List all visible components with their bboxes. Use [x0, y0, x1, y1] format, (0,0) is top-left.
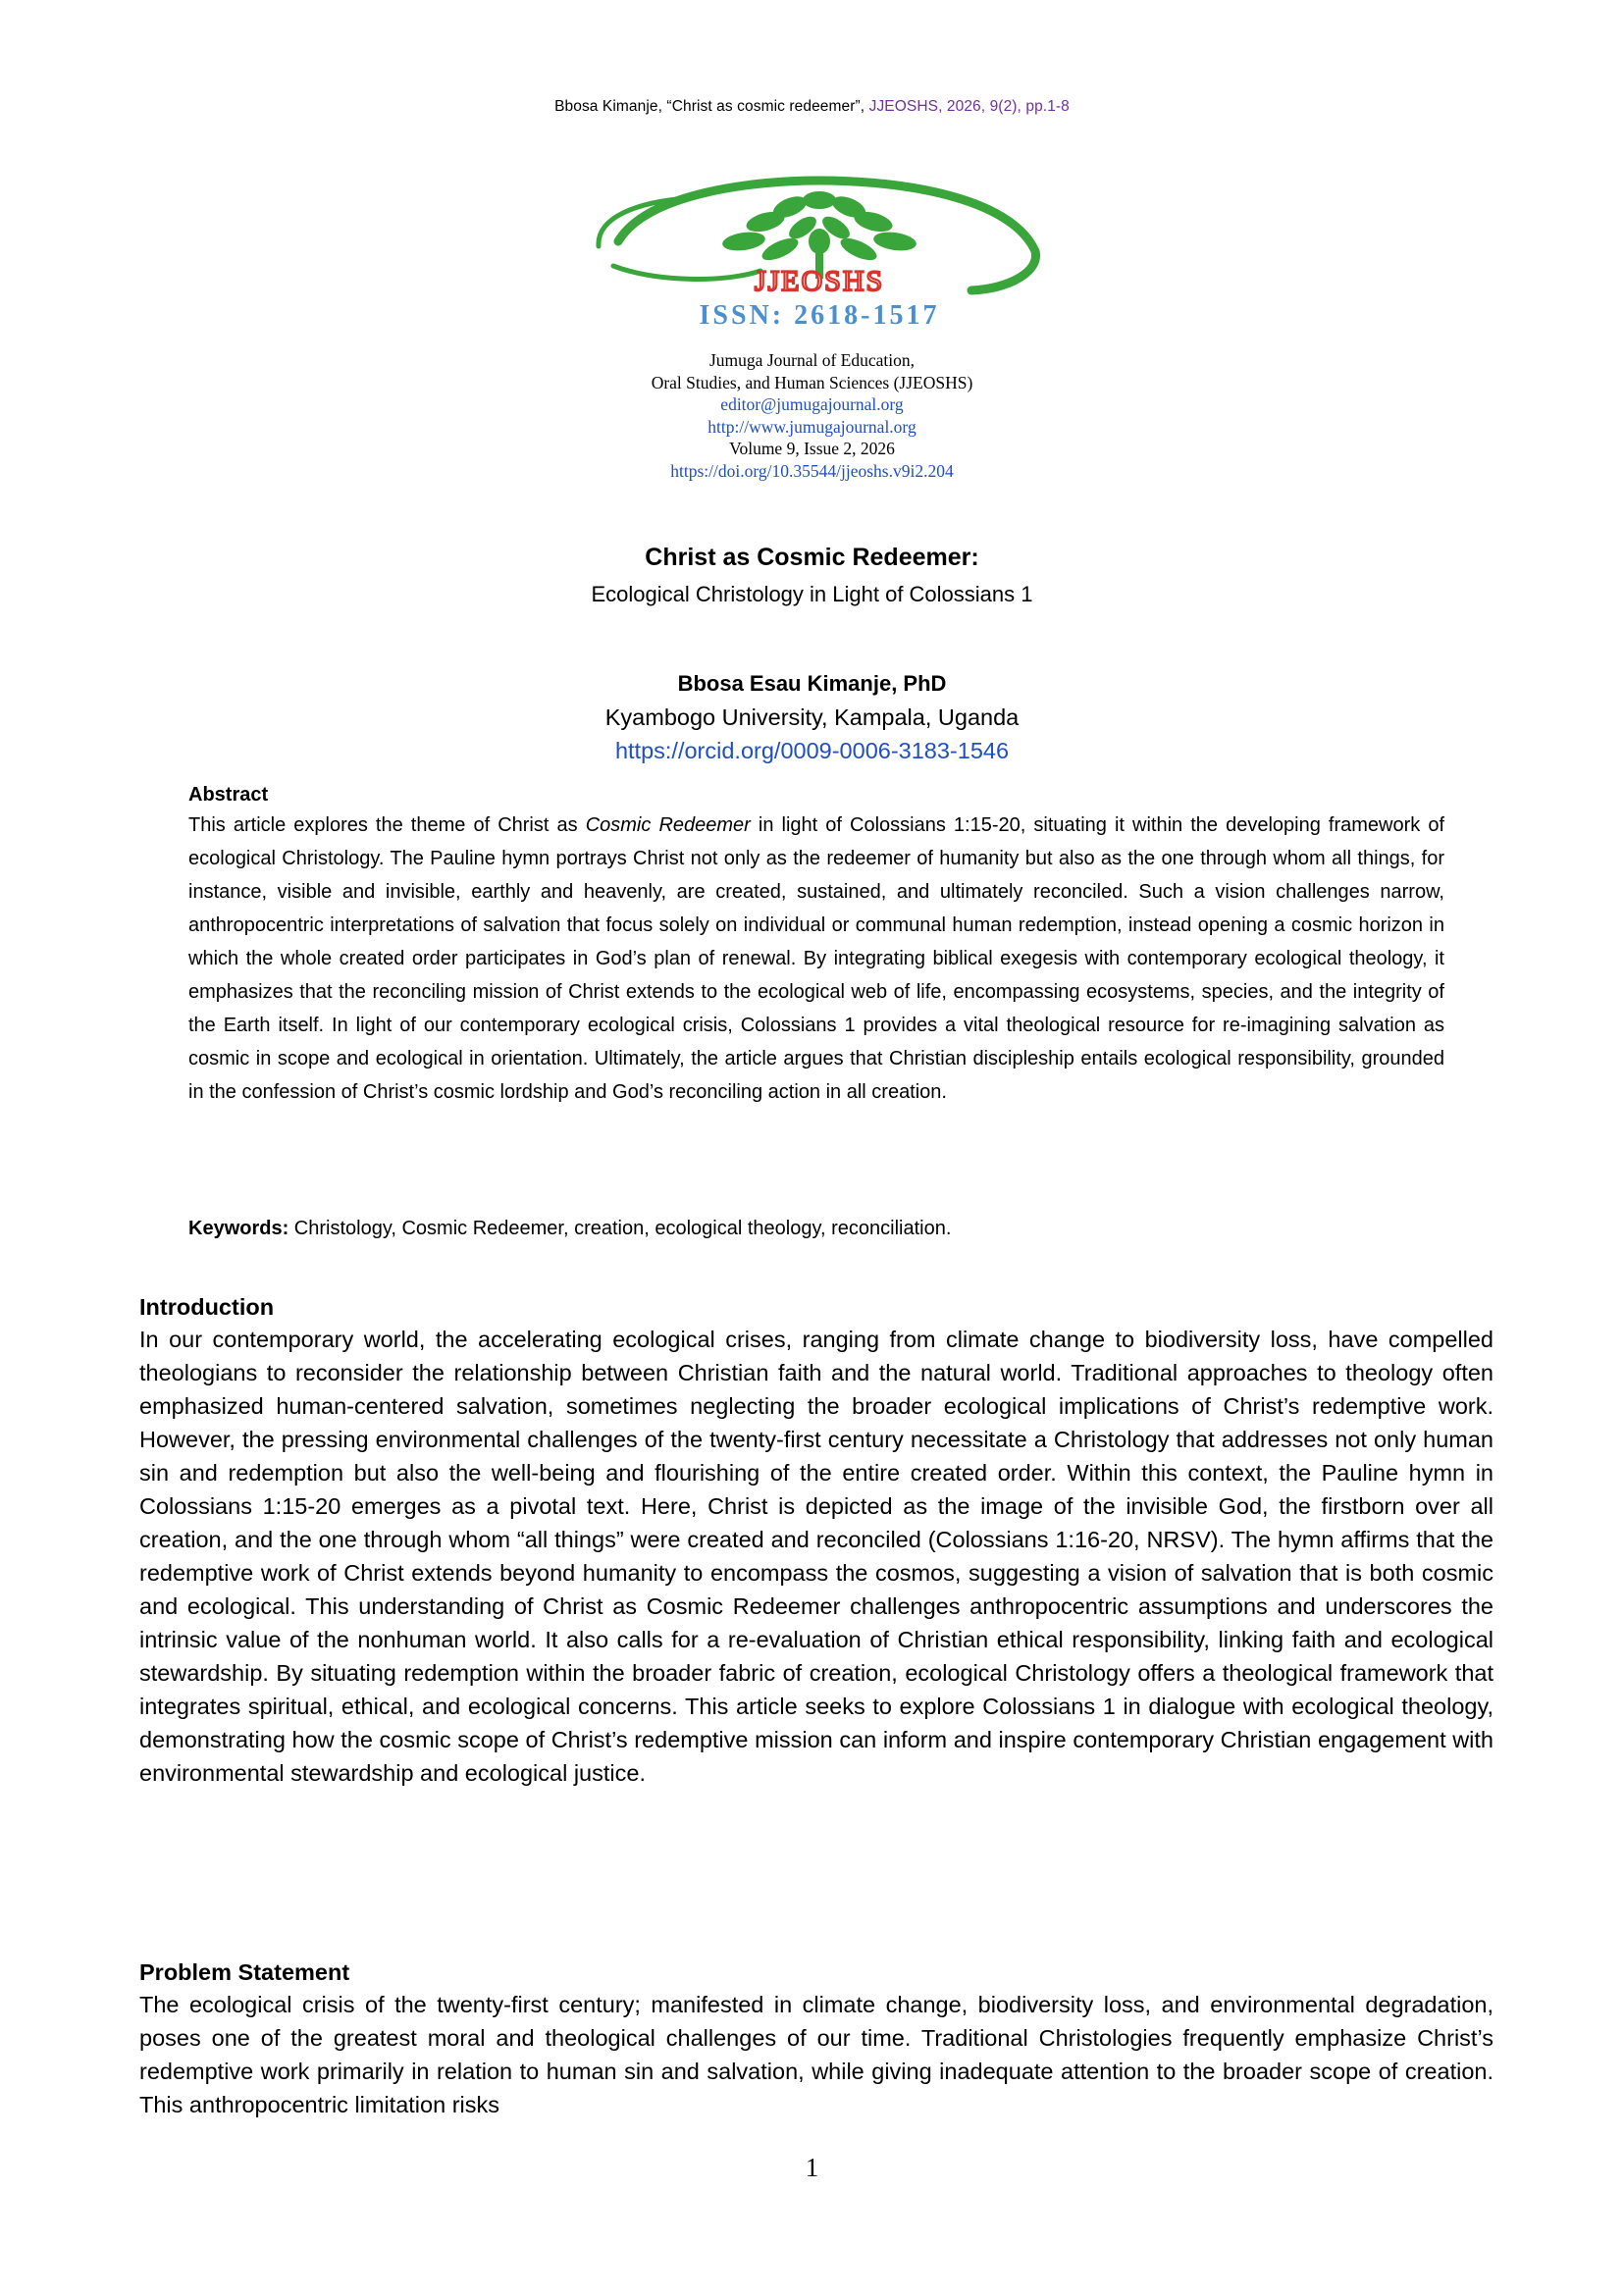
masthead-journal-name-line2: Oral Studies, and Human Sciences (JJEOSHS) [651, 372, 973, 392]
keywords-label: Keywords: [188, 1218, 289, 1239]
article-title: Christ as Cosmic Redeemer: [645, 544, 979, 571]
problem-statement-heading: Problem Statement [139, 1959, 350, 1985]
author-name: Bbosa Esau Kimanje, PhD [677, 671, 947, 696]
keywords [188, 1214, 1444, 1243]
running-header-journal: JJEOSHS, 2026, 9(2), pp.1-8 [868, 98, 1070, 115]
keywords-text: Christology, Cosmic Redeemer, creation, ecological theology, reconciliation. [288, 1218, 952, 1239]
abstract-heading: Abstract [188, 784, 269, 806]
problem-statement-section [139, 1956, 1493, 2121]
abstract-text [188, 808, 1444, 1109]
masthead-doi-link[interactable]: https://doi.org/10.35544/jjeoshs.v9i2.204 [670, 460, 954, 481]
author-affiliation: Kyambogo University, Kampala, Uganda [604, 704, 1020, 730]
title-block [0, 542, 1624, 610]
svg-text:ISSN: 2618-1517: ISSN: 2618-1517 [699, 300, 940, 330]
running-header [0, 98, 1624, 116]
introduction-text: In our contemporary world, the accelerating ecological crises, ranging from climate change to biodiversity loss, have compelled theologians to reconsider the relationship between Christian faith and the natural world. Traditional approaches to theology often emphasized human-centered salvation, sometimes neglecting the broader ecological implications of Christ’s redemptive work. However, the pressing environmental challenges of the twenty-first century necessitate a Christology that addresses not only human sin and redemption but also the well-being and flourishing of the entire created order. Within this context, the Pauline hymn in Colossians 1:15-20 emerges as a pivotal text. Here, Christ is depicted as the image of the invisible God, the firstborn over all creation, and the one through whom “all things” were created and reconciled (Colossians 1:16-20, NRSV). The hymn affirms that the redemptive work of Christ extends beyond humanity to encompass the cosmos, suggesting a vision of salvation that is both cosmic and ecological. This understanding of Christ as Cosmic Redeemer challenges anthropocentric assumptions and underscores the intrinsic value of the nonhuman world. It also calls for a re-evaluation of Christian ethical responsibility, linking faith and ecological stewardship. By situating redemption within the broader fabric of creation, ecological Christology offers a theological framework that integrates spiritual, ethical, and ecological concerns. This article seeks to explore Colossians 1 in dialogue with ecological theology, demonstrating how the cosmic scope of Christ’s redemptive mission can inform and inspire contemporary Christian engagement with environmental stewardship and ecological justice. [139, 1327, 1493, 1786]
abstract-emphasis: Cosmic Redeemer [585, 814, 751, 836]
svg-text:JJEOSHS: JJEOSHS [754, 265, 885, 297]
masthead-website-link[interactable]: http://www.jumugajournal.org [707, 416, 917, 437]
abstract-text-rest: in light of Colossians 1:15-20, situating it within the developing framework of ecological Christology. The Pauline hymn portrays Christ not only as the redeemer of humanity but also as the one through whom all things, for instance, visible and invisible, earthly and heavenly, are created, sustained, and ultimately reconciled. Such a vision challenges narrow, anthropocentric interpretations of salvation that focus solely on individual or communal human redemption, instead opening a cosmic horizon in which the whole created order participates in God’s plan of renewal. By integrating biblical exegesis with contemporary ecological theology, it emphasizes that the reconciling mission of Christ extends to the ecological web of life, encompassing ecosystems, species, and the integrity of the Earth itself. In light of our contemporary ecological crisis, Colossians 1 provides a vital theological resource for re-imagining salvation as cosmic in scope and ecological in orientation. Ultimately, the article argues that Christian discipleship entails ecological responsibility, grounded in the confession of Christ’s cosmic lordship and God’s reconciling action in all creation. [188, 814, 1445, 1103]
masthead-journal-name-line1: Jumuga Journal of Education, [709, 350, 915, 370]
page-number: 1 [805, 2153, 819, 2182]
running-header-citation: Bbosa Kimanje, “Christ as cosmic redeemer”, [554, 98, 865, 115]
introduction-section [139, 1291, 1493, 1790]
author-block [0, 667, 1624, 767]
article-subtitle: Ecological Christology in Light of Colossians 1 [591, 582, 1033, 606]
journal-logo [579, 173, 1060, 330]
author-orcid-link[interactable]: https://orcid.org/0009-0006-3183-1546 [614, 738, 1010, 763]
masthead-volume: Volume 9, Issue 2, 2026 [729, 439, 895, 458]
problem-statement-text: The ecological crisis of the twenty-first century; manifested in climate change, biodiversity loss, and environmental degradation, poses one of the greatest moral and theological challenges of our time. Traditional Christologies frequently emphasize Christ’s redemptive work primarily in relation to human sin and salvation, while giving inadequate attention to the broader scope of creation. This anthropocentric limitation risks [139, 1992, 1493, 2117]
journal-masthead [0, 349, 1624, 482]
abstract-section [188, 781, 1444, 1109]
introduction-heading: Introduction [139, 1294, 275, 1320]
abstract-text-start: This article explores the theme of Christ as [188, 814, 586, 836]
masthead-email-link[interactable]: editor@jumugajournal.org [720, 394, 904, 414]
